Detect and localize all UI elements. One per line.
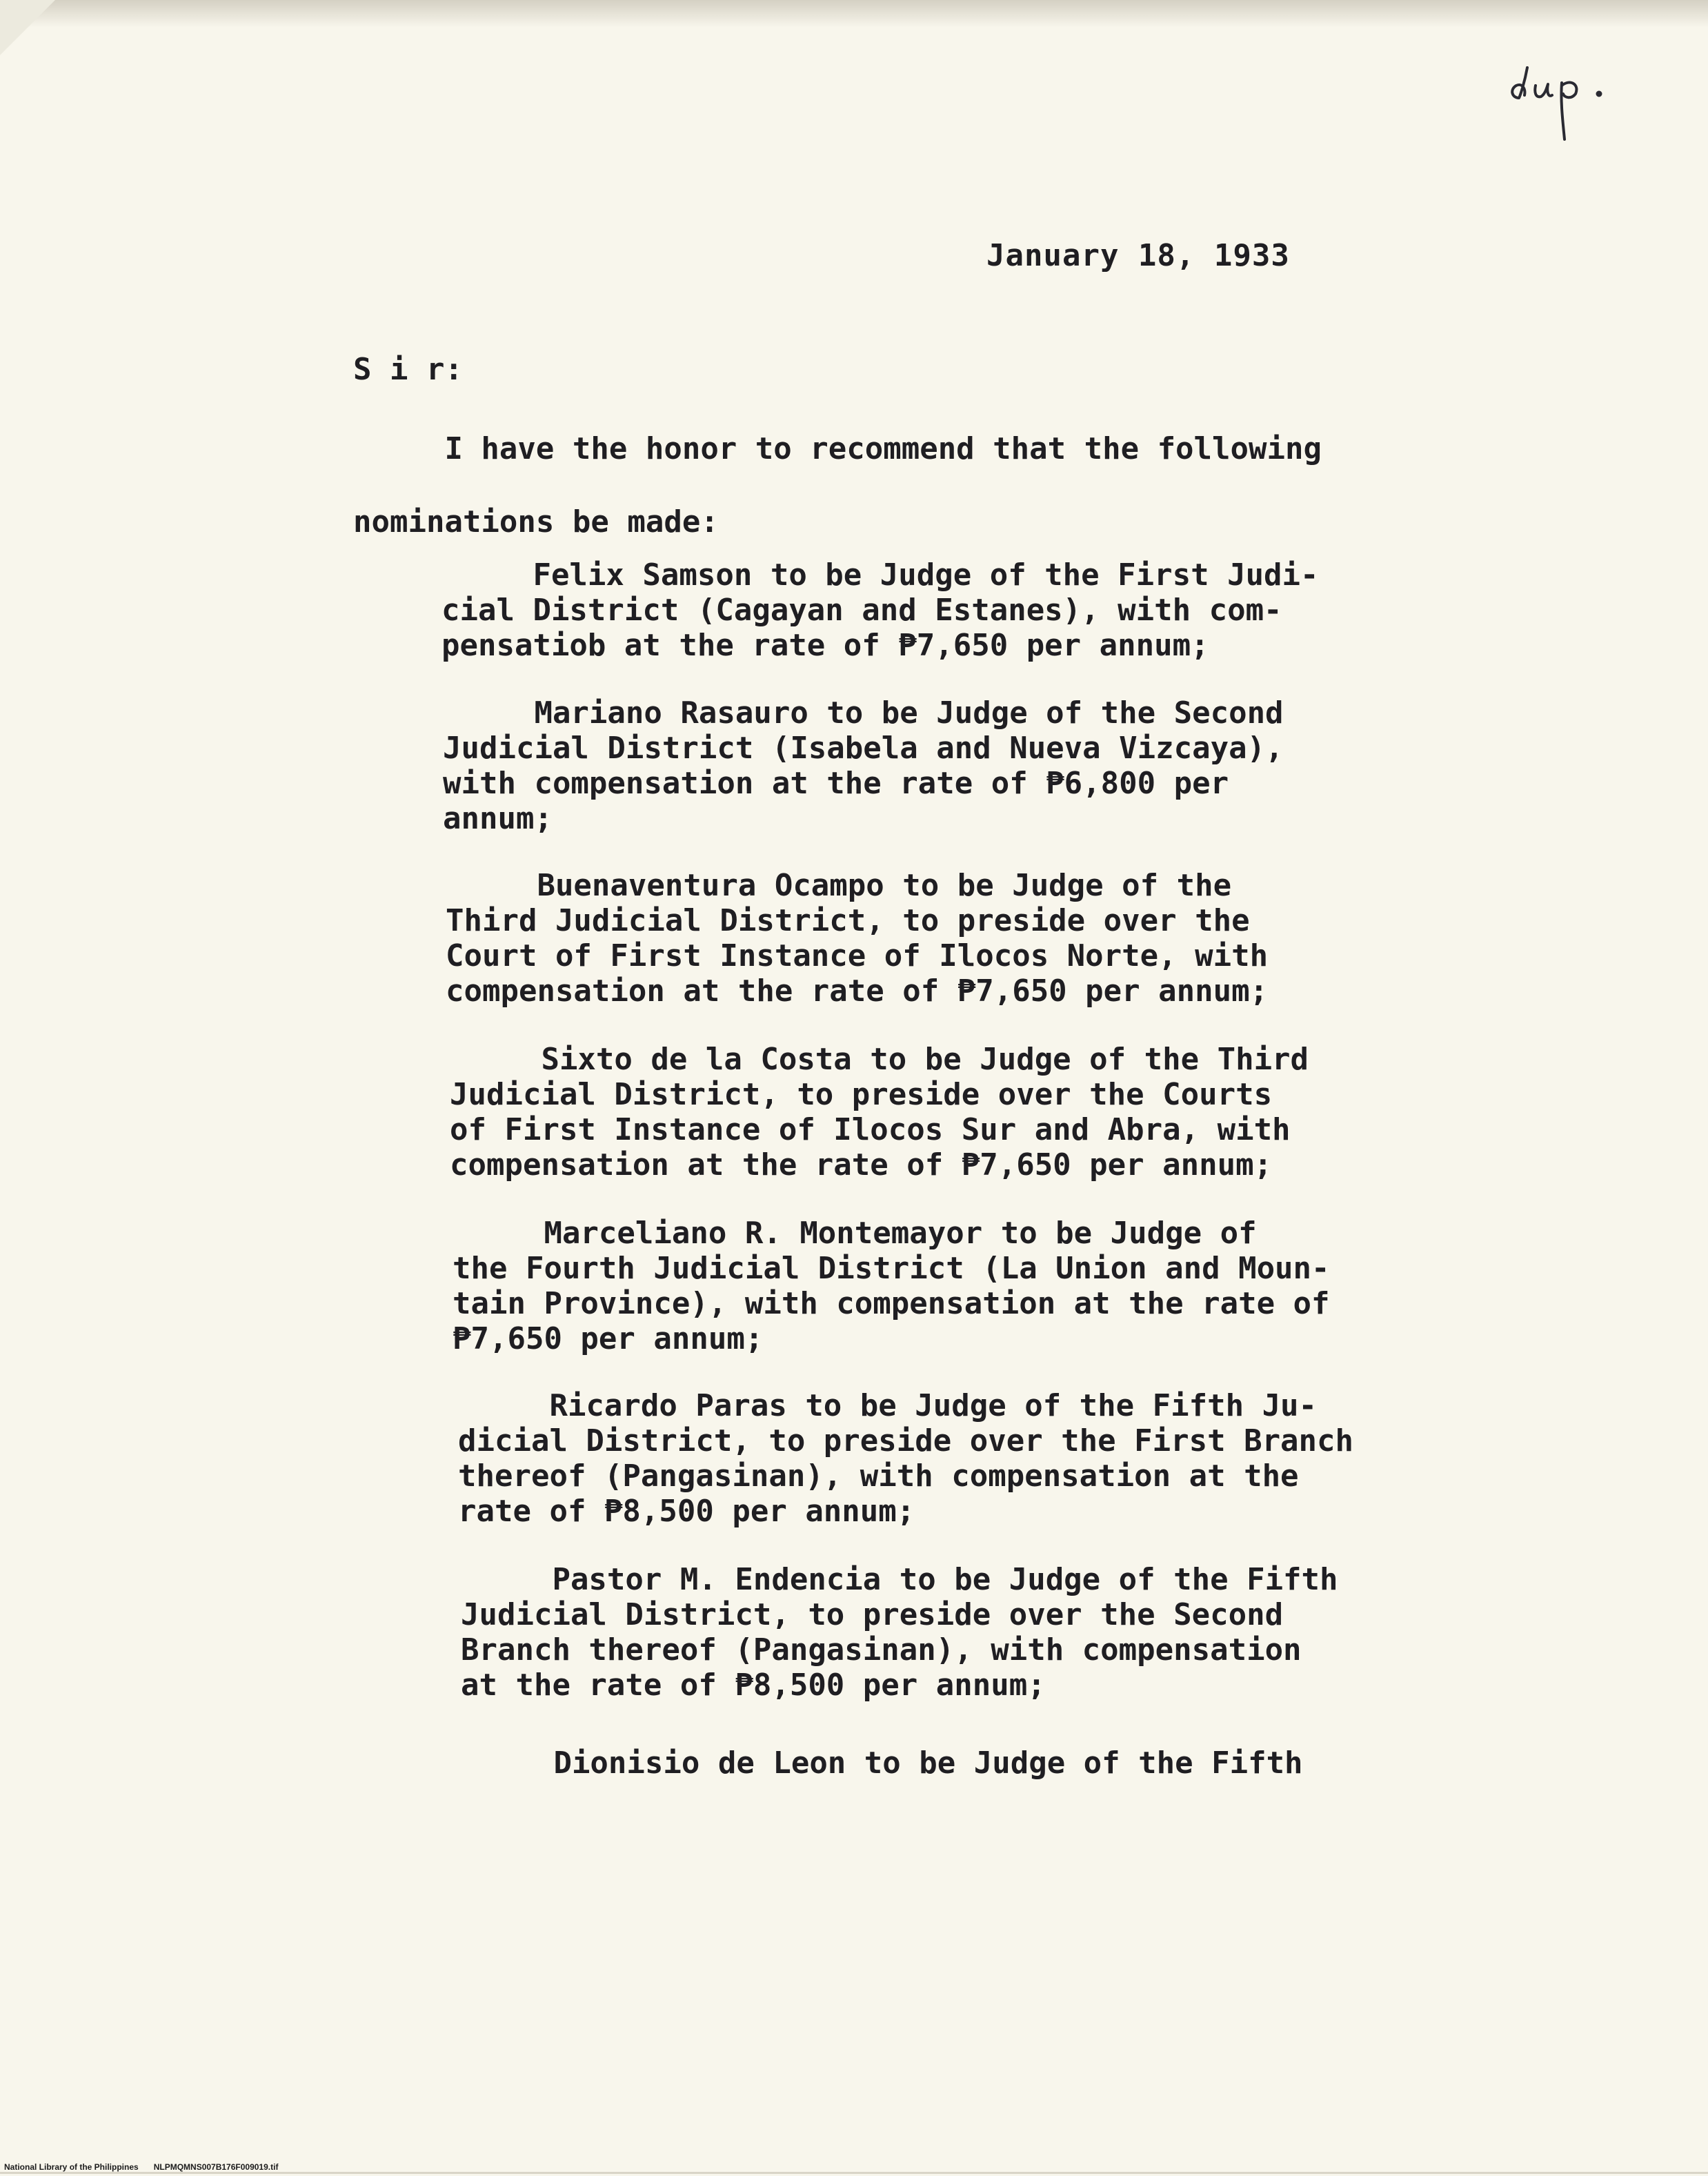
nomination-line: of First Instance of Ilocos Sur and Abra, with (450, 1112, 1291, 1147)
nomination-line: Judicial District (Isabela and Nueva Vizcaya), (443, 731, 1284, 766)
scan-footer (4, 2162, 293, 2172)
nomination-line: at the rate of ₱8,500 per annum; (461, 1668, 1046, 1703)
nomination-marceliano-montemayor (453, 1216, 1330, 1356)
nomination-line: with compensation at the rate of ₱6,800 per (443, 766, 1229, 801)
nomination-line: Felix Samson to be Judge of the First Judi- (441, 557, 1319, 593)
intro-line: I have the honor to recommend that the following (353, 431, 1322, 466)
folded-corner (0, 0, 55, 55)
nomination-line: ₱7,650 per annum; (453, 1321, 764, 1356)
nomination-line: the Fourth Judicial District (La Union and Moun- (453, 1251, 1330, 1286)
nomination-pastor-endencia (461, 1562, 1338, 1703)
nomination-line: Ricardo Paras to be Judge of the Fifth Ju- (458, 1388, 1318, 1423)
nomination-mariano-rasauro (443, 695, 1284, 836)
nomination-buenaventura-ocampo (446, 868, 1268, 1009)
intro-paragraph (353, 413, 1322, 559)
nomination-line: Pastor M. Endencia to be Judge of the Fifth (461, 1562, 1338, 1597)
footer-file-id: NLPMQMNS007B176F009019.tif (153, 2162, 279, 2172)
nomination-ricardo-paras (458, 1388, 1353, 1529)
nomination-line: Buenaventura Ocampo to be Judge of the (446, 868, 1232, 903)
nomination-line: dicial District, to preside over the First Branch (458, 1423, 1354, 1458)
nomination-line: Dionisio de Leon to be Judge of the Fifth (462, 1745, 1303, 1781)
nomination-line: compensation at the rate of ₱7,650 per annum; (446, 973, 1269, 1009)
salutation: S i r: (353, 352, 463, 387)
nomination-line: annum; (443, 801, 553, 836)
nomination-dionisio-de-leon (462, 1745, 1303, 1781)
nomination-felix-samson (441, 557, 1319, 663)
nomination-line: Third Judicial District, to preside over the (446, 903, 1250, 938)
nomination-sixto-de-la-costa (450, 1042, 1309, 1183)
handwritten-dup-annotation (1504, 55, 1628, 152)
nomination-line: Marceliano R. Montemayor to be Judge of (453, 1216, 1257, 1251)
letter-date: January 18, 1933 (986, 238, 1290, 273)
nomination-line: compensation at the rate of ₱7,650 per annum; (450, 1147, 1273, 1183)
nomination-line: pensatiob at the rate of ₱7,650 per annum; (441, 628, 1209, 663)
nomination-line: Branch thereof (Pangasinan), with compensation (461, 1632, 1302, 1668)
nomination-line: rate of ₱8,500 per annum; (458, 1494, 915, 1529)
nomination-line: Judicial District, to preside over the Courts (450, 1077, 1273, 1112)
nomination-line: tain Province), with compensation at the rate of (453, 1286, 1330, 1321)
footer-institution: National Library of the Philippines (4, 2162, 139, 2172)
nomination-line: Mariano Rasauro to be Judge of the Second (443, 695, 1284, 731)
scan-top-shadow (0, 0, 1708, 28)
nomination-line: cial District (Cagayan and Estanes), with com- (441, 593, 1282, 628)
scan-bottom-edge (0, 2172, 1708, 2174)
nomination-line: thereof (Pangasinan), with compensation at the (458, 1458, 1299, 1494)
nomination-line: Sixto de la Costa to be Judge of the Third (450, 1042, 1309, 1077)
nomination-line: Court of First Instance of Ilocos Norte, with (446, 938, 1269, 973)
intro-line: nominations be made: (353, 504, 719, 540)
nomination-line: Judicial District, to preside over the Second (461, 1597, 1284, 1632)
